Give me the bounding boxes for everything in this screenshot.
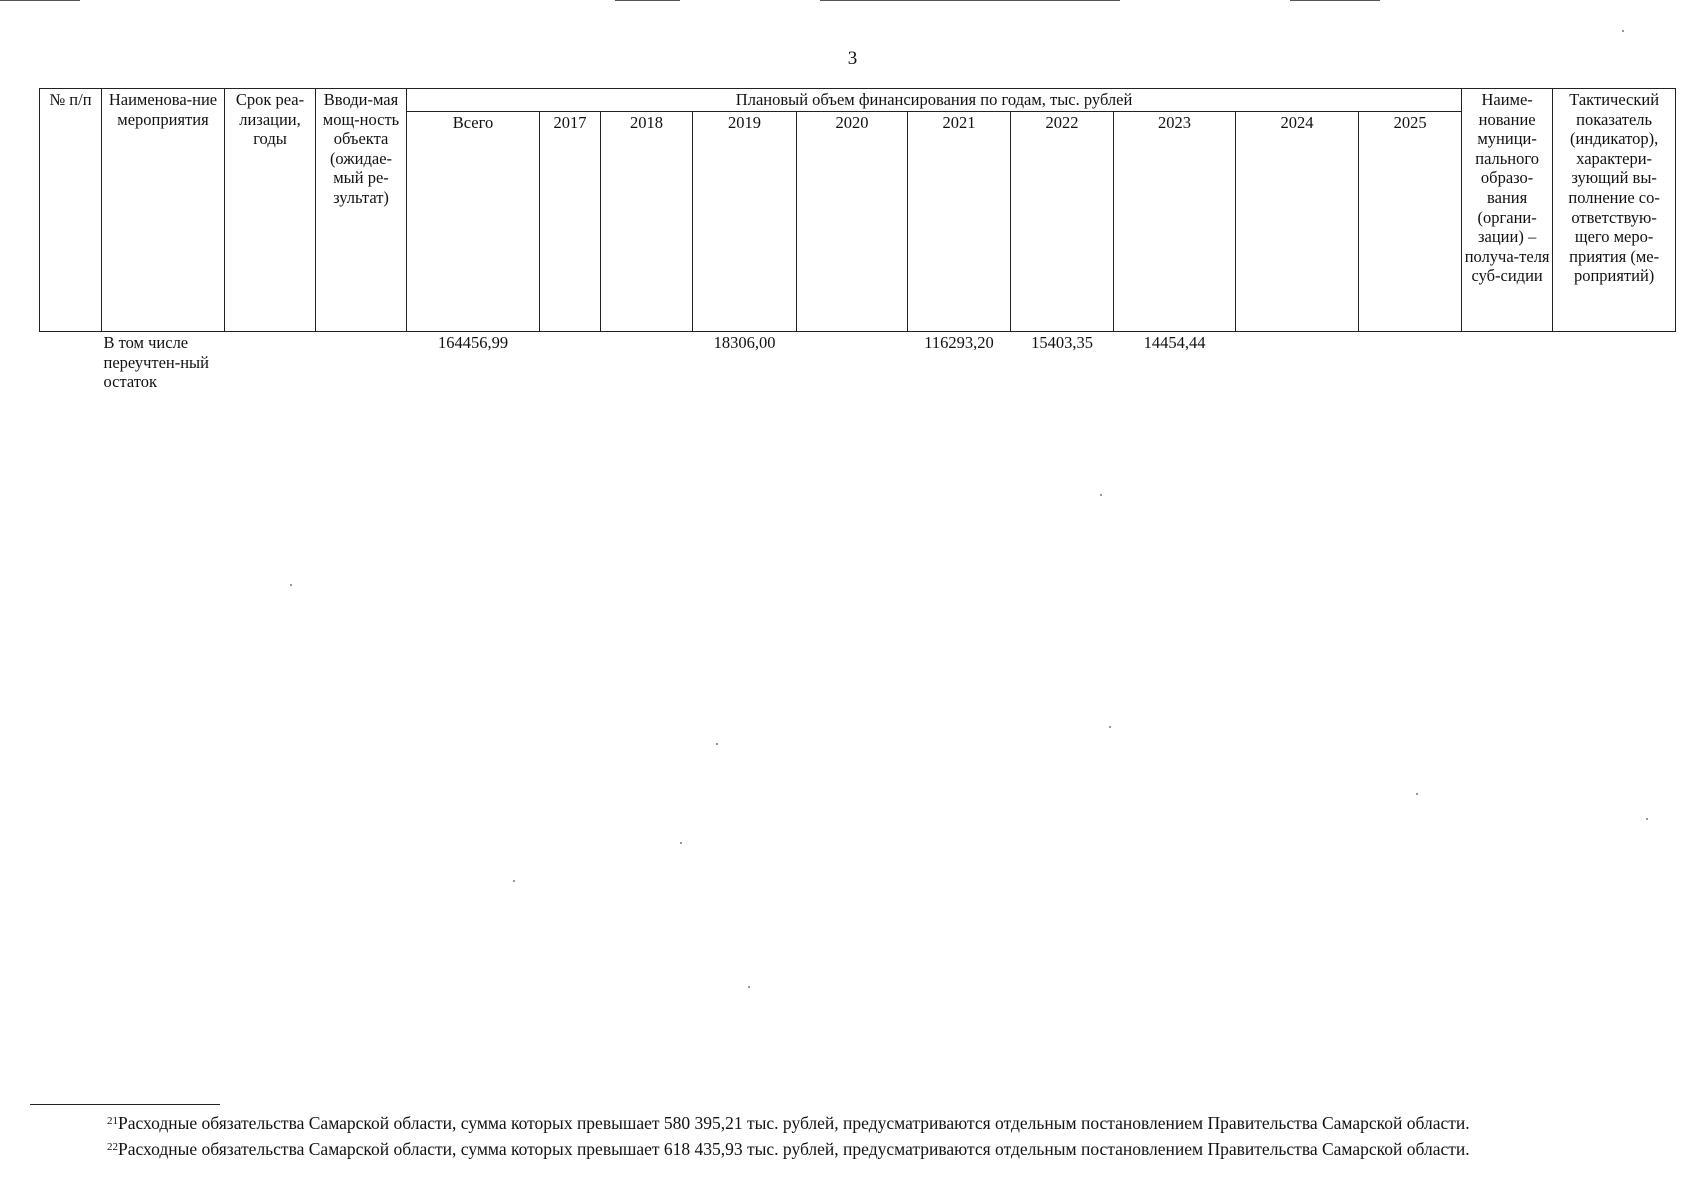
header-year: 2019: [693, 112, 797, 332]
footnote-22: [107, 1135, 1470, 1161]
header-year: 2023: [1114, 112, 1236, 332]
page-number: 3: [847, 48, 858, 69]
scan-speck: [680, 842, 682, 844]
footnote-text: Расходные обязательства Самарской области, сумма которых превышает 618 435,93 тыс. рублей, предусматриваются отдельным постановлением Правительства Самарской области.: [118, 1139, 1470, 1159]
footnote-text: Расходные обязательства Самарской области, сумма которых превышает 580 395,21 тыс. рублей, предусматриваются отдельным постановлением Правительства Самарской области.: [118, 1113, 1470, 1133]
footnote-21: [107, 1109, 1470, 1135]
scan-edge-line: [820, 0, 1120, 1]
header-year: 2017: [540, 112, 601, 332]
scan-speck: [1622, 30, 1624, 32]
header-year: 2022: [1011, 112, 1114, 332]
cell-2023: 14454,44: [1143, 333, 1206, 352]
scan-speck: [1646, 818, 1648, 820]
scan-speck: [716, 743, 718, 745]
header-year: 2018: [601, 112, 693, 332]
cell-term: [225, 332, 316, 393]
scan-speck: [513, 880, 515, 882]
header-indicator: Тактический показатель (индикатор), характери-зующий вы-полнение со-ответствую-щего меро-приятия (ме-роприятий): [1553, 89, 1676, 332]
cell-total: 164456,99: [437, 333, 509, 352]
footnotes: [107, 1109, 1470, 1161]
cell-2025: [1359, 332, 1462, 393]
header-year: 2020: [797, 112, 908, 332]
header-year: 2024: [1236, 112, 1359, 332]
header-year: 2025: [1359, 112, 1462, 332]
cell-2022: 15403,35: [1031, 333, 1093, 352]
scan-edge-line: [0, 0, 80, 1]
funding-table: [39, 88, 1676, 393]
footnote-marker: 22: [107, 1141, 118, 1153]
scan-speck: [290, 584, 292, 586]
table-row: [40, 332, 1676, 393]
header-row-group: [40, 89, 1676, 112]
cell-no: [40, 332, 102, 393]
cell-2019: 18306,00: [713, 333, 776, 352]
cell-capacity: [316, 332, 407, 393]
header-year: 2021: [908, 112, 1011, 332]
footnote-rule: [30, 1104, 220, 1105]
cell-2024: [1236, 332, 1359, 393]
header-no: № п/п: [40, 89, 102, 332]
scan-speck: [1416, 793, 1418, 795]
header-term: Срок реа-лизации, годы: [225, 89, 316, 332]
cell-2020: [797, 332, 908, 393]
header-funding-group: Плановый объем финансирования по годам, тыс. рублей: [407, 89, 1462, 112]
header-capacity: Вводи-мая мощ-ность объекта (ожидае-мый ре-зультат): [316, 89, 407, 332]
cell-municipality: [1462, 332, 1553, 393]
footnote-marker: 21: [107, 1115, 118, 1127]
cell-indicator: [1553, 332, 1676, 393]
header-event-name: Наименова-ние мероприятия: [102, 89, 225, 332]
header-total: Всего: [407, 112, 540, 332]
scan-speck: [1109, 726, 1111, 728]
scan-speck: [1100, 494, 1102, 496]
cell-2017: [540, 332, 601, 393]
header-municipality: Наиме-нование муници-пального образо-вания (органи-зации) – получа-теля суб-сидии: [1462, 89, 1553, 332]
cell-event-name: В том числе переучтен-ный остаток: [103, 333, 209, 392]
scan-edge-line: [1290, 0, 1380, 1]
cell-2018: [601, 332, 693, 393]
scan-edge-line: [615, 0, 680, 1]
cell-2021: 116293,20: [924, 333, 994, 352]
scan-speck: [748, 986, 750, 988]
